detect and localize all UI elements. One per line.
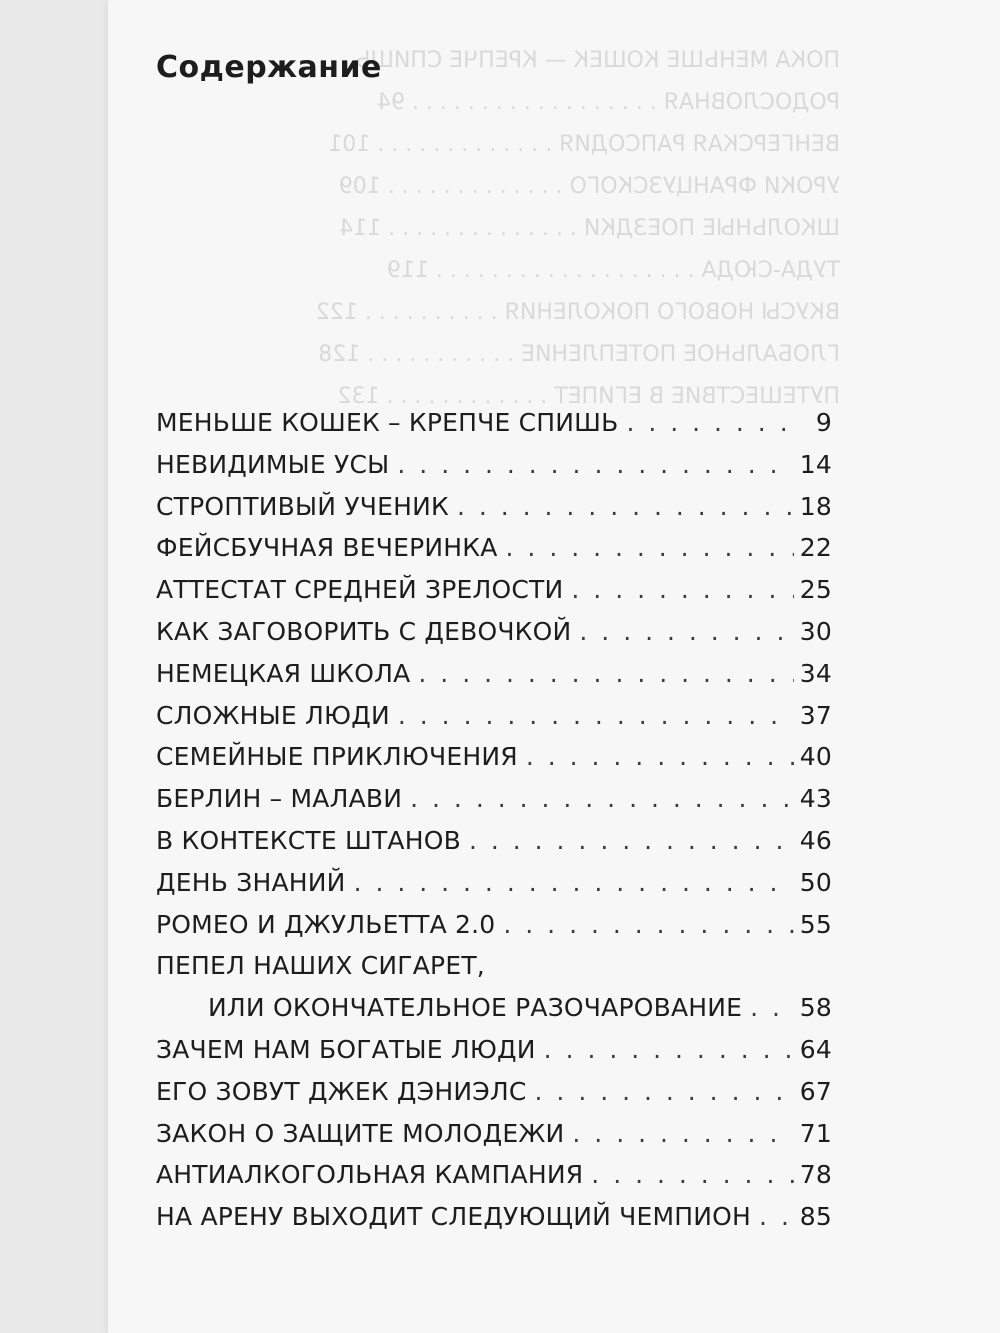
leader-dots (579, 617, 793, 646)
leader-dots (535, 1077, 794, 1106)
toc-entry-title: В КОНТЕКСТЕ ШТАНОВ (156, 825, 461, 855)
toc-entry-page: 71 (799, 1118, 832, 1148)
toc-entry-title: ЗАКОН О ЗАЩИТЕ МОЛОДЕЖИ (156, 1118, 565, 1148)
leader-dots (354, 868, 794, 897)
bleed-line: ПОКА МЕНЬШЕ КОШЕК — КРЕПЧЕ СПИШЬ (355, 48, 840, 73)
toc-entry[interactable] (156, 826, 832, 868)
bleed-line: ТУДА-СЮДА . . . . . . . . . . . . . . . . . . . 119 (386, 258, 840, 283)
toc-entry-page: 67 (799, 1076, 832, 1106)
bleed-line: РОДОСЛОВНАЯ . . . . . . . . . . . . . . . . . . 94 (376, 90, 840, 115)
toc-entry[interactable] (156, 1077, 832, 1119)
bleed-line: ПУТЕШЕСТВИЕ В ЕГИПЕТ . . . . . . . . . . . . 132 (337, 384, 840, 409)
toc-entry[interactable] (156, 408, 832, 450)
toc-entry[interactable] (156, 1160, 832, 1202)
toc-entry-title: ЕГО ЗОВУТ ДЖЕК ДЭНИЭЛС (156, 1076, 527, 1106)
bleed-line: ГЛОБАЛЬНОЕ ПОТЕПЛЕНИЕ . . . . . . . . . . . 128 (318, 342, 840, 367)
toc-entry-title: НА АРЕНУ ВЫХОДИТ СЛЕДУЮЩИЙ ЧЕМПИОН (156, 1202, 752, 1232)
toc-entry-page: 40 (799, 742, 832, 772)
toc-entry[interactable] (156, 993, 832, 1035)
toc-entry-title: МЕНЬШЕ КОШЕК – КРЕПЧЕ СПИШЬ (156, 408, 619, 437)
toc-entry-page: 22 (799, 533, 832, 563)
toc-entry-page: 50 (799, 867, 832, 897)
toc-entry[interactable] (156, 617, 832, 659)
toc-entry-title: НЕМЕЦКАЯ ШКОЛА (156, 658, 411, 688)
toc-entry-title-line1[interactable]: ПЕПЕЛ НАШИХ СИГАРЕТ, (156, 951, 485, 981)
toc-entry-title: НЕВИДИМЫЕ УСЫ (156, 449, 390, 479)
toc-entry[interactable] (156, 450, 832, 492)
toc-entry[interactable] (156, 659, 832, 701)
leader-dots (626, 408, 802, 437)
leader-dots (544, 1035, 794, 1064)
toc-entry-title: СЛОЖНЫЕ ЛЮДИ (156, 700, 390, 730)
leader-dots (503, 910, 793, 939)
bleed-line: ВКУСЫ НОВОГО ПОКОЛЕНИЯ . . . . . . . . . . 122 (315, 300, 840, 325)
leader-dots (506, 533, 794, 562)
toc-entry-title: ЗАЧЕМ НАМ БОГАТЫЕ ЛЮДИ (156, 1034, 536, 1064)
table-of-contents (156, 48, 832, 1244)
toc-entry[interactable] (156, 910, 832, 952)
toc-entry-title: АНТИАЛКОГОЛЬНАЯ КАМПАНИЯ (156, 1160, 584, 1190)
leader-dots (591, 1160, 793, 1189)
toc-entry-page: 58 (799, 993, 832, 1023)
toc-entry-page: 85 (799, 1202, 832, 1232)
leader-dots (410, 784, 794, 813)
toc-entry-page: 34 (799, 658, 832, 688)
toc-entry-page: 43 (799, 784, 832, 814)
toc-entry-page: 46 (799, 825, 832, 855)
toc-entry-title-line2: ИЛИ ОКОНЧАТЕЛЬНОЕ РАЗОЧАРОВАНИЕ (208, 993, 743, 1023)
toc-entry-page: 78 (799, 1160, 832, 1190)
toc-entry[interactable] (156, 701, 832, 743)
toc-entry-page: 37 (799, 700, 832, 730)
bleed-line: ВЕНГЕРСКАЯ РАПСОДИЯ . . . . . . . . . . . . . 101 (328, 132, 840, 157)
toc-entry-title: РОМЕО И ДЖУЛЬЕТТА 2.0 (156, 909, 496, 939)
toc-entry-page: 25 (799, 575, 832, 605)
bleed-line: ШКОЛЬНЫЕ ПОЕЗДКИ . . . . . . . . . . . . . . 114 (339, 216, 840, 241)
leader-dots (572, 1119, 793, 1148)
toc-entry-title: СЕМЕЙНЫЕ ПРИКЛЮЧЕНИЯ (156, 742, 518, 772)
toc-entry[interactable] (156, 742, 832, 784)
toc-entry[interactable] (156, 1202, 832, 1244)
toc-heading: Содержание (156, 50, 382, 85)
toc-entry-title: СТРОПТИВЫЙ УЧЕНИК (156, 491, 449, 521)
toc-entry-title: БЕРЛИН – МАЛАВИ (156, 784, 403, 814)
bleed-line: УРОКИ ФРАНЦУЗСКОГО . . . . . . . . . . . . . 109 (338, 174, 840, 199)
toc-entry-title: КАК ЗАГОВОРИТЬ С ДЕВОЧКОЙ (156, 616, 572, 646)
toc-entry-page: 9 (815, 408, 832, 437)
leader-dots (571, 575, 793, 604)
toc-entry[interactable] (156, 575, 832, 617)
toc-entry[interactable] (156, 784, 832, 826)
leader-dots (469, 826, 794, 855)
leader-dots (526, 742, 794, 771)
toc-entry[interactable] (156, 492, 832, 534)
toc-entry-page: 14 (799, 449, 832, 479)
toc-entry-title: АТТЕСТАТ СРЕДНЕЙ ЗРЕЛОСТИ (156, 575, 564, 605)
toc-entry-title: ФЕЙСБУЧНАЯ ВЕЧЕРИНКА (156, 533, 498, 563)
leader-dots (759, 1202, 794, 1231)
leader-dots (418, 659, 793, 688)
toc-entry-page: 55 (799, 909, 832, 939)
toc-entry-title: ДЕНЬ ЗНАНИЙ (156, 867, 346, 897)
leader-dots (457, 492, 794, 521)
toc-entry-page: 18 (799, 491, 832, 521)
toc-entry[interactable] (156, 533, 832, 575)
leader-dots (397, 450, 793, 479)
leader-dots (398, 701, 794, 730)
toc-entry[interactable] (156, 1035, 832, 1077)
toc-entry[interactable] (156, 1119, 832, 1161)
leader-dots (750, 993, 794, 1022)
toc-entry[interactable] (156, 868, 832, 910)
toc-entry-page: 30 (799, 616, 832, 646)
toc-entry-page: 64 (799, 1034, 832, 1064)
